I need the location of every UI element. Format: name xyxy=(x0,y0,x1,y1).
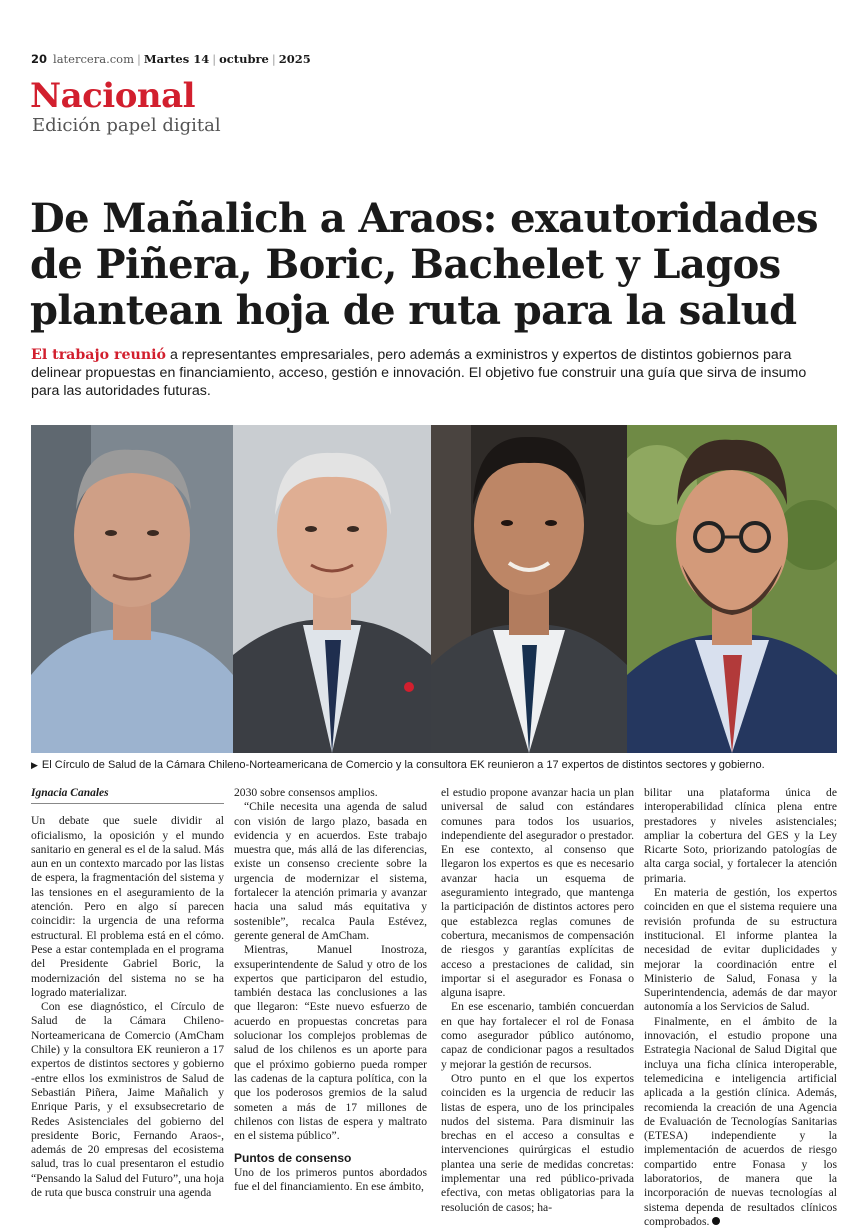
paragraph-text: Finalmente, en el ámbito de la innovación, el estudio propone una Estrategia Nacional de Salud Digital que incluya una ficha clínica interoperable, telemedicina e inteligencia artificial aplicada a la gestión clínica. Además, recomienda la creación de una Agencia de Evaluación de Tecnologías Sanitarias (ETESA) independiente y la implementación de acuerdos de riesgo compartido entre Fonasa y los laboratorios, de manera que la incorporación de nuevas tecnologías al sistema dependa de resultados clínicos comprobados. xyxy=(644,1014,837,1228)
paragraph: 2030 sobre consensos amplios. xyxy=(234,786,378,799)
article-headline: De Mañalich a Araos: exautoridades de Piñera, Boric, Bachelet y Lagos plantean hoja de ruta para la salud xyxy=(30,195,818,334)
page-folio: 20 latercera.com | Martes 14 | octubre | 2025 xyxy=(31,52,311,66)
edition-label: Edición papel digital xyxy=(32,115,221,136)
portrait-photo-4 xyxy=(627,425,837,753)
article-column-3 xyxy=(441,786,634,1215)
page-number: 20 xyxy=(31,52,48,66)
date-year: 2025 xyxy=(278,52,311,66)
paragraph: En ese escenario, también concuerdan en que hay fortalecer el rol de Fonasa como asegurador público autónomo, capaz de condicionar pagos a resultados y mejorar la gestión de recursos. xyxy=(441,1000,634,1071)
caption-arrow-icon: ▶ xyxy=(31,760,38,770)
paragraph: En materia de gestión, los expertos coinciden en que el sistema requiere una revisión profunda de su estructura institucional. El informe plantea la necesidad de evitar duplicidades y mejorar la coordinación entre el Ministerio de Salud, Fonasa y la Superintendencia, además de dar mayor autonomía a los Servicios de Salud. xyxy=(644,886,837,1014)
end-of-article-icon xyxy=(712,1217,720,1225)
subhead-puntos-de-consenso: Puntos de consenso xyxy=(234,1151,352,1166)
lede-kicker: El trabajo reunió xyxy=(31,347,166,363)
date-day: Martes 14 xyxy=(143,52,210,66)
lede-text: a representantes empresariales, pero además a exministros y expertos de distintos gobiernos para delinear propuestas en financiamiento, acceso, gestión e innovación. El objetivo fue construir una guía que sirva de insumo para las autoridades futuras. xyxy=(31,347,807,399)
paragraph: bilitar una plataforma única de interoperabilidad clínica plena entre prestadores y niveles asistenciales; ampliar la cobertura del GES y la Ley Ricarte Soto, priorizando patologías de alta carga social, y fortalecer la atención primaria. xyxy=(644,786,837,885)
site-name: latercera.com xyxy=(53,52,134,66)
paragraph xyxy=(644,1015,837,1229)
article-column-1 xyxy=(31,786,224,1200)
paragraph: Con ese diagnóstico, el Círculo de Salud de la Cámara Chileno-Norteamericana de Comercio (AmCham Chile) y la consultora EK reunieron a 17 expertos de distintos sectores y gobierno -entre ellos los exministros de Salud de Sebastián Piñera, Jaime Mañalich y Enrique Paris, y el exsubsecretario de Redes Asistenciales del gobierno del presidente Boric, Fernando Araos-, además de 20 empresas del ecosistema salud, tras lo cual presentaron el estudio “Pensando la Salud del Futuro”, una hoja de ruta que busca construir una agenda xyxy=(31,1000,224,1200)
date-month: octubre xyxy=(219,52,269,66)
paragraph: Uno de los primeros puntos abordados fue el del financiamiento. En ese ámbito, xyxy=(234,1165,427,1194)
byline: Ignacia Canales xyxy=(31,786,224,804)
paragraph: Mientras, Manuel Inostroza, exsuperintendente de Salud y otro de los expertos que participaron del estudio, también destaca las conclusiones a las que llegaron: “Este nuevo esfuerzo de acuerdo en propuestas concretas para solucionar los complejos problemas de salud de los chilenos es un aporte para que el próximo gobierno pueda romper las cadenas de la captura política, con la que los poderosos gremios de la salud someten a más de 17 millones de chilenos con listas de espera y maltrato en el sistema público”. xyxy=(234,943,427,1143)
paragraph: “Chile necesita una agenda de salud con visión de largo plazo, basada en evidencia y en acuerdos. Este trabajo muestra que, más allá de las diferencias, existe un consenso creciente sobre la urgencia de modernizar el sistema, fortalecer la atención primaria y avanzar hacia una salud más equitativa y sostenible”, recalca Paula Estévez, gerente general de AmCham. xyxy=(234,800,427,942)
paragraph: Un debate que suele dividir al oficialismo, la oposición y el mundo sanitario en general es el de la salud. Más aun en un contexto marcado por las listas de espera, la fragmentación del sistema y las tensiones en el aseguramiento de la atención. Pero en algo sí parecen coincidir: la urgencia de una reforma estructural. El problema está en el cómo. Pese a estar contemplada en el programa del Presidente Gabriel Boric, la modernización del sistema no se ha logrado materializar. xyxy=(31,814,224,999)
caption-text: El Círculo de Salud de la Cámara Chileno-Norteamericana de Comercio y la consultora EK reunieron a 17 expertos de distintos sectores y gobierno. xyxy=(41,759,765,771)
article-lede xyxy=(31,346,831,400)
portrait-photo-3 xyxy=(431,425,627,753)
paragraph: el estudio propone avanzar hacia un plan universal de salud con estándares comunes para todos los usuarios, independiente del asegurador o prestador. En ese contexto, al consenso que llegaron los expertos es que es necesario avanzar hacia un esquema de aseguramiento integrado, que mantenga la participación de distintos actores pero que establezca reglas comunes de cobertura, mecanismos de compensación de riesgos y garantías explícitas de acceso a prestaciones de calidad, sin importar si el asegurador es Fonasa o alguna isapre. xyxy=(441,786,634,1000)
portrait-photo-1 xyxy=(31,425,233,753)
paragraph: Otro punto en el que los expertos coinciden es la urgencia de reducir las listas de espera, uno de los principales nudos del sistema. Para disminuir las brechas en el acceso a consultas e intervenciones quirúrgicas el estudio plantea una serie de medidas concretas: implementar una red público-privada efectiva, con metas obligatorias para la resolución de casos; ha- xyxy=(441,1071,634,1214)
photo-caption xyxy=(31,759,841,771)
section-title: Nacional xyxy=(30,76,196,116)
article-column-4 xyxy=(644,786,837,1229)
article-column-2 xyxy=(234,786,427,1194)
portrait-photo-2 xyxy=(233,425,431,753)
